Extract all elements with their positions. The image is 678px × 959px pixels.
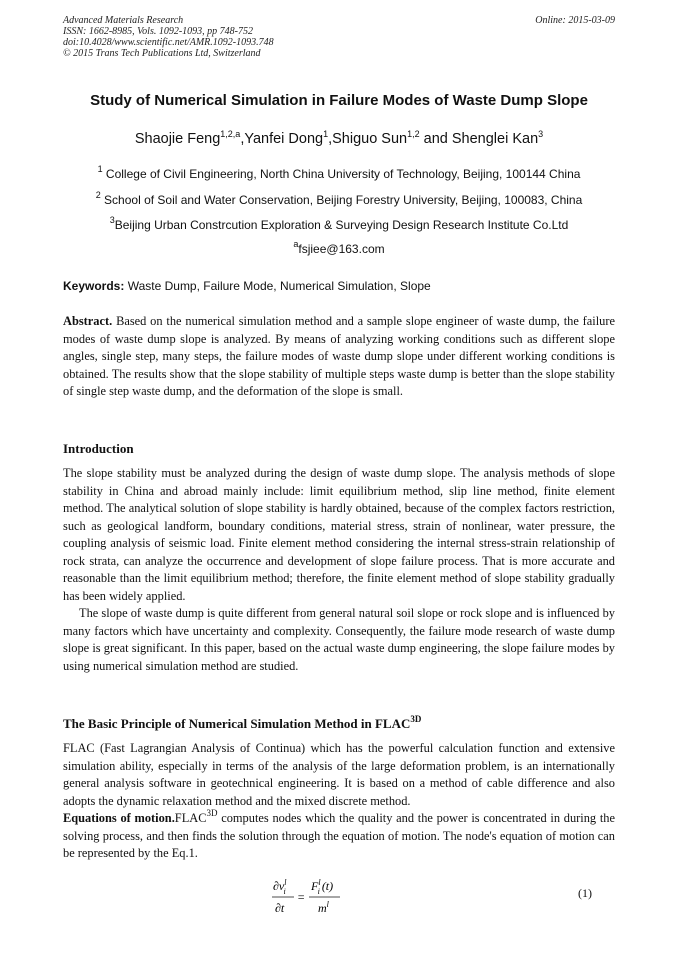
author-name: Yanfei Dong [244, 131, 324, 147]
eq-rhs-numerator: $F^l$ i (t) [311, 878, 334, 896]
flac-paragraph-1: FLAC (Fast Lagrangian Analysis of Continua) which has the powerful calculation function and extensive simulation ability, especially in terms of the analysis of the large deformation problem, is an internationally general analysis software in geotechnical engineering. It is based on a method of cable difference and also adopts the dynamic relaxation method and the mixed discrete method. [63, 741, 615, 808]
eq-lhs-numerator: $\partial v^l$ i [273, 878, 287, 896]
author-name: Shaojie Feng [134, 131, 221, 147]
introduction-heading: Introduction [63, 441, 134, 456]
keywords-label: Keywords: [63, 279, 125, 293]
copyright-line: © 2015 Trans Tech Publications Ltd, Switzerland [63, 48, 261, 59]
section-body-flac [63, 740, 615, 863]
online-date: Online: 2015-03-09 [535, 15, 615, 26]
affiliation-1: $^1$ College of Civil Engineering, North China University of Technology, Beijing, 100144 China [97, 164, 581, 181]
author-sup: 3 [538, 129, 544, 139]
flac-paragraph-2: Equations of $motion.FLAC^{3D}$ computes nodes which the quality and the power is concentrated in during the solving process, and then finds the solution through the equation of motion. The node's equation of motion can be represented by the Eq.1. [63, 808, 615, 860]
section-heading-flac: The Basic Principle of Numerical Simulation Method in $FLAC^{3D}$ [63, 714, 422, 731]
equation-1 [270, 875, 360, 919]
affiliation-2: $^2$ School of Soil and Water Conservation, Beijing Forestry University, Beijing, 100083, China [95, 190, 583, 207]
eq-lhs-denominator: ∂t [275, 901, 285, 915]
abstract-label: Abstract. [63, 314, 113, 328]
equation-number: (1) [578, 886, 592, 900]
abstract-text: Based on the numerical simulation method and a sample slope engineer of waste dump, the failure modes of waste dump slope is analyzed. By means of analyzing working conditions such as different slope angles, single step, many steps, the failure modes of waste dump slope under different working conditions is obtained. The results show that the slope stability of multiple steps waste dump is better than the slope stability of single step waste dump, and the deformation of the slope is small. [63, 314, 615, 398]
issn-line: ISSN: 1662-8985, Vols. 1092-1093, pp 748-752 [63, 26, 253, 37]
journal-header [63, 15, 615, 59]
equation-1-graphic [270, 875, 360, 919]
author-name: Shiguo Sun [332, 131, 408, 147]
equations-of-motion-label: Equations of motion. [63, 811, 175, 825]
introduction-paragraph-1: The slope stability must be analyzed during the design of waste dump slope. The analysis methods of slope stability in China and abroad mainly include: limit equilibrium method, slip line method, finite element method. The analytical solution of slope stability is hardly obtained, because of the complex factors restriction, such as geological landform, boundary conditions, material stress, strain of nonlinear, water pressure, the coupling analysis of seismic load. Finite element method considering the internal stress-strain relationship of rock strata, can analyze the occurrence and development of slope failure process. That is more accurate and reasonable than the limit equilibrium method; therefore, the finite element method of slope stability gradually has been widely applied. [63, 466, 615, 603]
author-line: Shaojie Feng$^{1,2,a}$,Yanfei Dong$^1$,Shiguo Sun$^{1,2}$ and Shenglei Kan$^3$ [134, 129, 544, 147]
author-name: Shenglei Kan [451, 131, 539, 147]
journal-name: Advanced Materials Research [63, 15, 184, 26]
eq-equals-sign: = [297, 890, 306, 904]
author-email: $^a$fsjiee@163.com [293, 239, 385, 256]
paper-title: Study of Numerical Simulation in Failure Modes of Waste Dump Slope [90, 92, 588, 109]
affiliation-3: $^3$Beijing Urban Constrcution Exploration & Surveying Design Research Institute Co.Ltd [109, 215, 569, 232]
author-sup: 1 [323, 129, 329, 139]
eq-rhs-denominator: $m^l$ [318, 900, 329, 915]
introduction-paragraph-2: The slope of waste dump is quite different from general natural soil slope or rock slope and is influenced by many factors which have uncertainty and complexity. Consequently, the failure mode research of waste dump slope is great significant. In this paper, based on the actual waste dump engineering, the slope failure modes by using numerical simulation method are studied. [63, 606, 615, 673]
keywords [63, 279, 615, 293]
doi-line: doi:10.4028/www.scientific.net/AMR.1092-1093.748 [63, 37, 274, 48]
author-sup: 1,2 [407, 129, 420, 139]
abstract [63, 313, 615, 401]
introduction-body [63, 465, 615, 675]
keywords-text: Waste Dump, Failure Mode, Numerical Simulation, Slope [127, 279, 431, 293]
author-sup: 1,2,a [220, 129, 241, 139]
